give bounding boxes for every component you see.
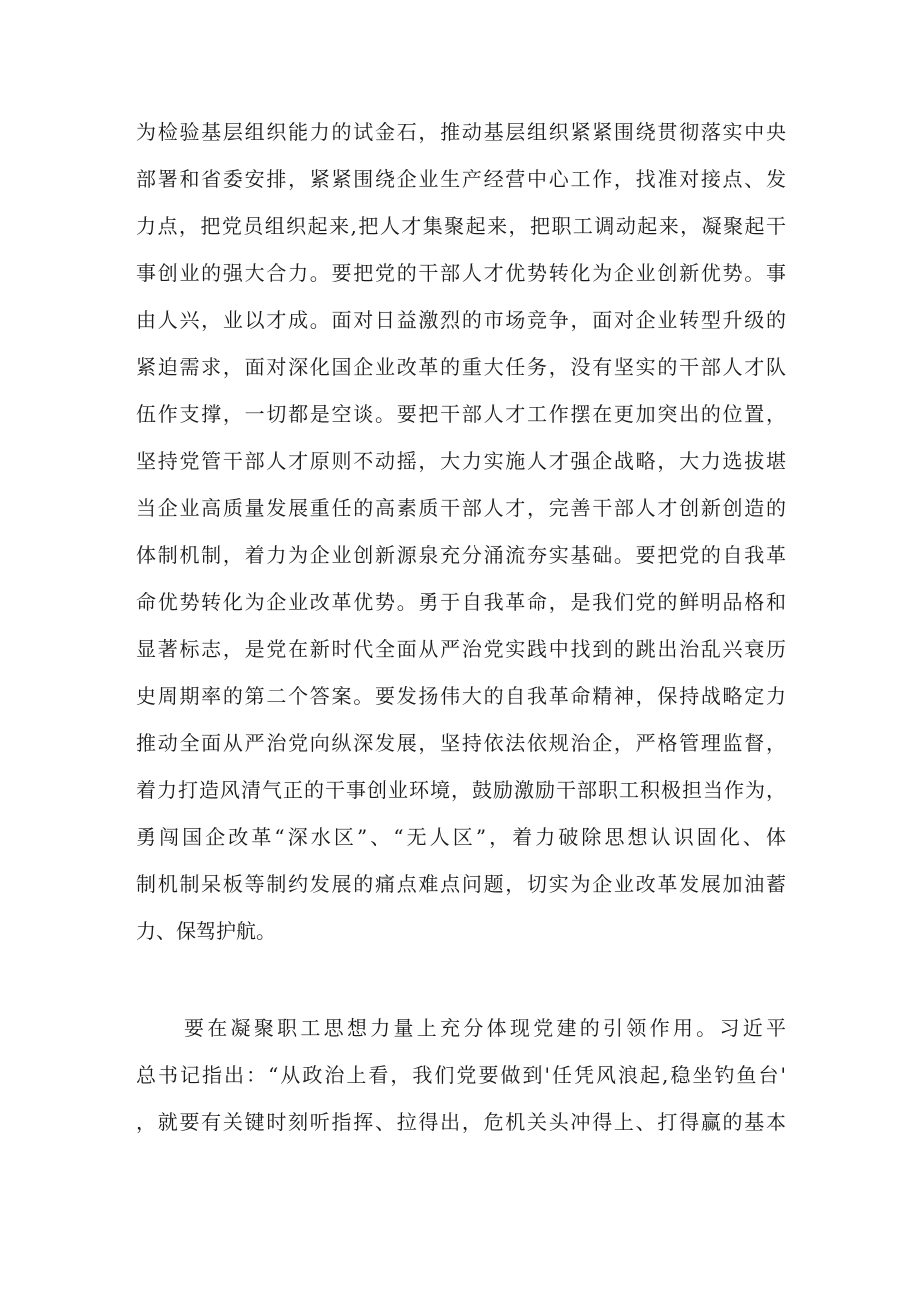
paragraph-1-line-8: 坚持党管干部人才原则不动摇，大力实施人才强企战略，大力选拔堪 [136, 449, 786, 473]
paragraph-1-line-2: 部署和省委安排，紧紧围绕企业生产经营中心工作，找准对接点、发 [136, 167, 786, 191]
paragraph-2-line-3: ，就要有关键时刻听指挥、拉得出，危机关头冲得上、打得赢的基本 [136, 1110, 786, 1134]
paragraph-1-line-11: 命优势转化为企业改革优势。勇于自我革命，是我们党的鲜明品格和 [136, 590, 786, 614]
paragraph-1-line-1: 为检验基层组织能力的试金石，推动基层组织紧紧围绕贯彻落实中央 [136, 120, 786, 144]
paragraph-1-line-15: 着力打造风清气正的干事创业环境，鼓励激励干部职工积极担当作为， [136, 778, 786, 802]
paragraph-1-line-10: 体制机制，着力为企业创新源泉充分涌流夯实基础。要把党的自我革 [136, 543, 786, 567]
paragraph-1-line-13: 史周期率的第二个答案。要发扬伟大的自我革命精神，保持战略定力 [136, 684, 786, 708]
paragraph-2-line-2: 总书记指出：“从政治上看，我们党要做到'任凭风浪起,稳坐钓鱼台' [136, 1063, 786, 1087]
paragraph-1-line-6: 紧迫需求，面对深化国企业改革的重大任务，没有坚实的干部人才队 [136, 355, 786, 379]
paragraph-1-line-9: 当企业高质量发展重任的高素质干部人才，完善干部人才创新创造的 [136, 496, 786, 520]
paragraph-1-line-17: 制机制呆板等制约发展的痛点难点问题，切实为企业改革发展加油蓄 [136, 872, 786, 896]
paragraph-1-line-3: 力点，把党员组织起来,把人才集聚起来，把职工调动起来，凝聚起干 [136, 214, 786, 238]
paragraph-1-line-5: 由人兴，业以才成。面对日益激烈的市场竞争，面对企业转型升级的 [136, 308, 786, 332]
paragraph-1-line-7: 伍作支撑，一切都是空谈。要把干部人才工作摆在更加突出的位置， [136, 402, 786, 426]
paragraph-2-line-1: 要在凝聚职工思想力量上充分体现党建的引领作用。习近平 [184, 1016, 786, 1040]
paragraph-1-line-4: 事创业的强大合力。要把党的干部人才优势转化为企业创新优势。事 [136, 261, 786, 285]
paragraph-1-line-14: 推动全面从严治党向纵深发展，坚持依法依规治企，严格管理监督， [136, 731, 786, 755]
paragraph-1-line-12: 显著标志，是党在新时代全面从严治党实践中找到的跳出治乱兴衰历 [136, 637, 786, 661]
paragraph-1-line-18: 力、保驾护航。 [136, 919, 276, 943]
paragraph-1-line-16: 勇闯国企改革“深水区”、“无人区”，着力破除思想认识固化、体 [136, 825, 786, 849]
